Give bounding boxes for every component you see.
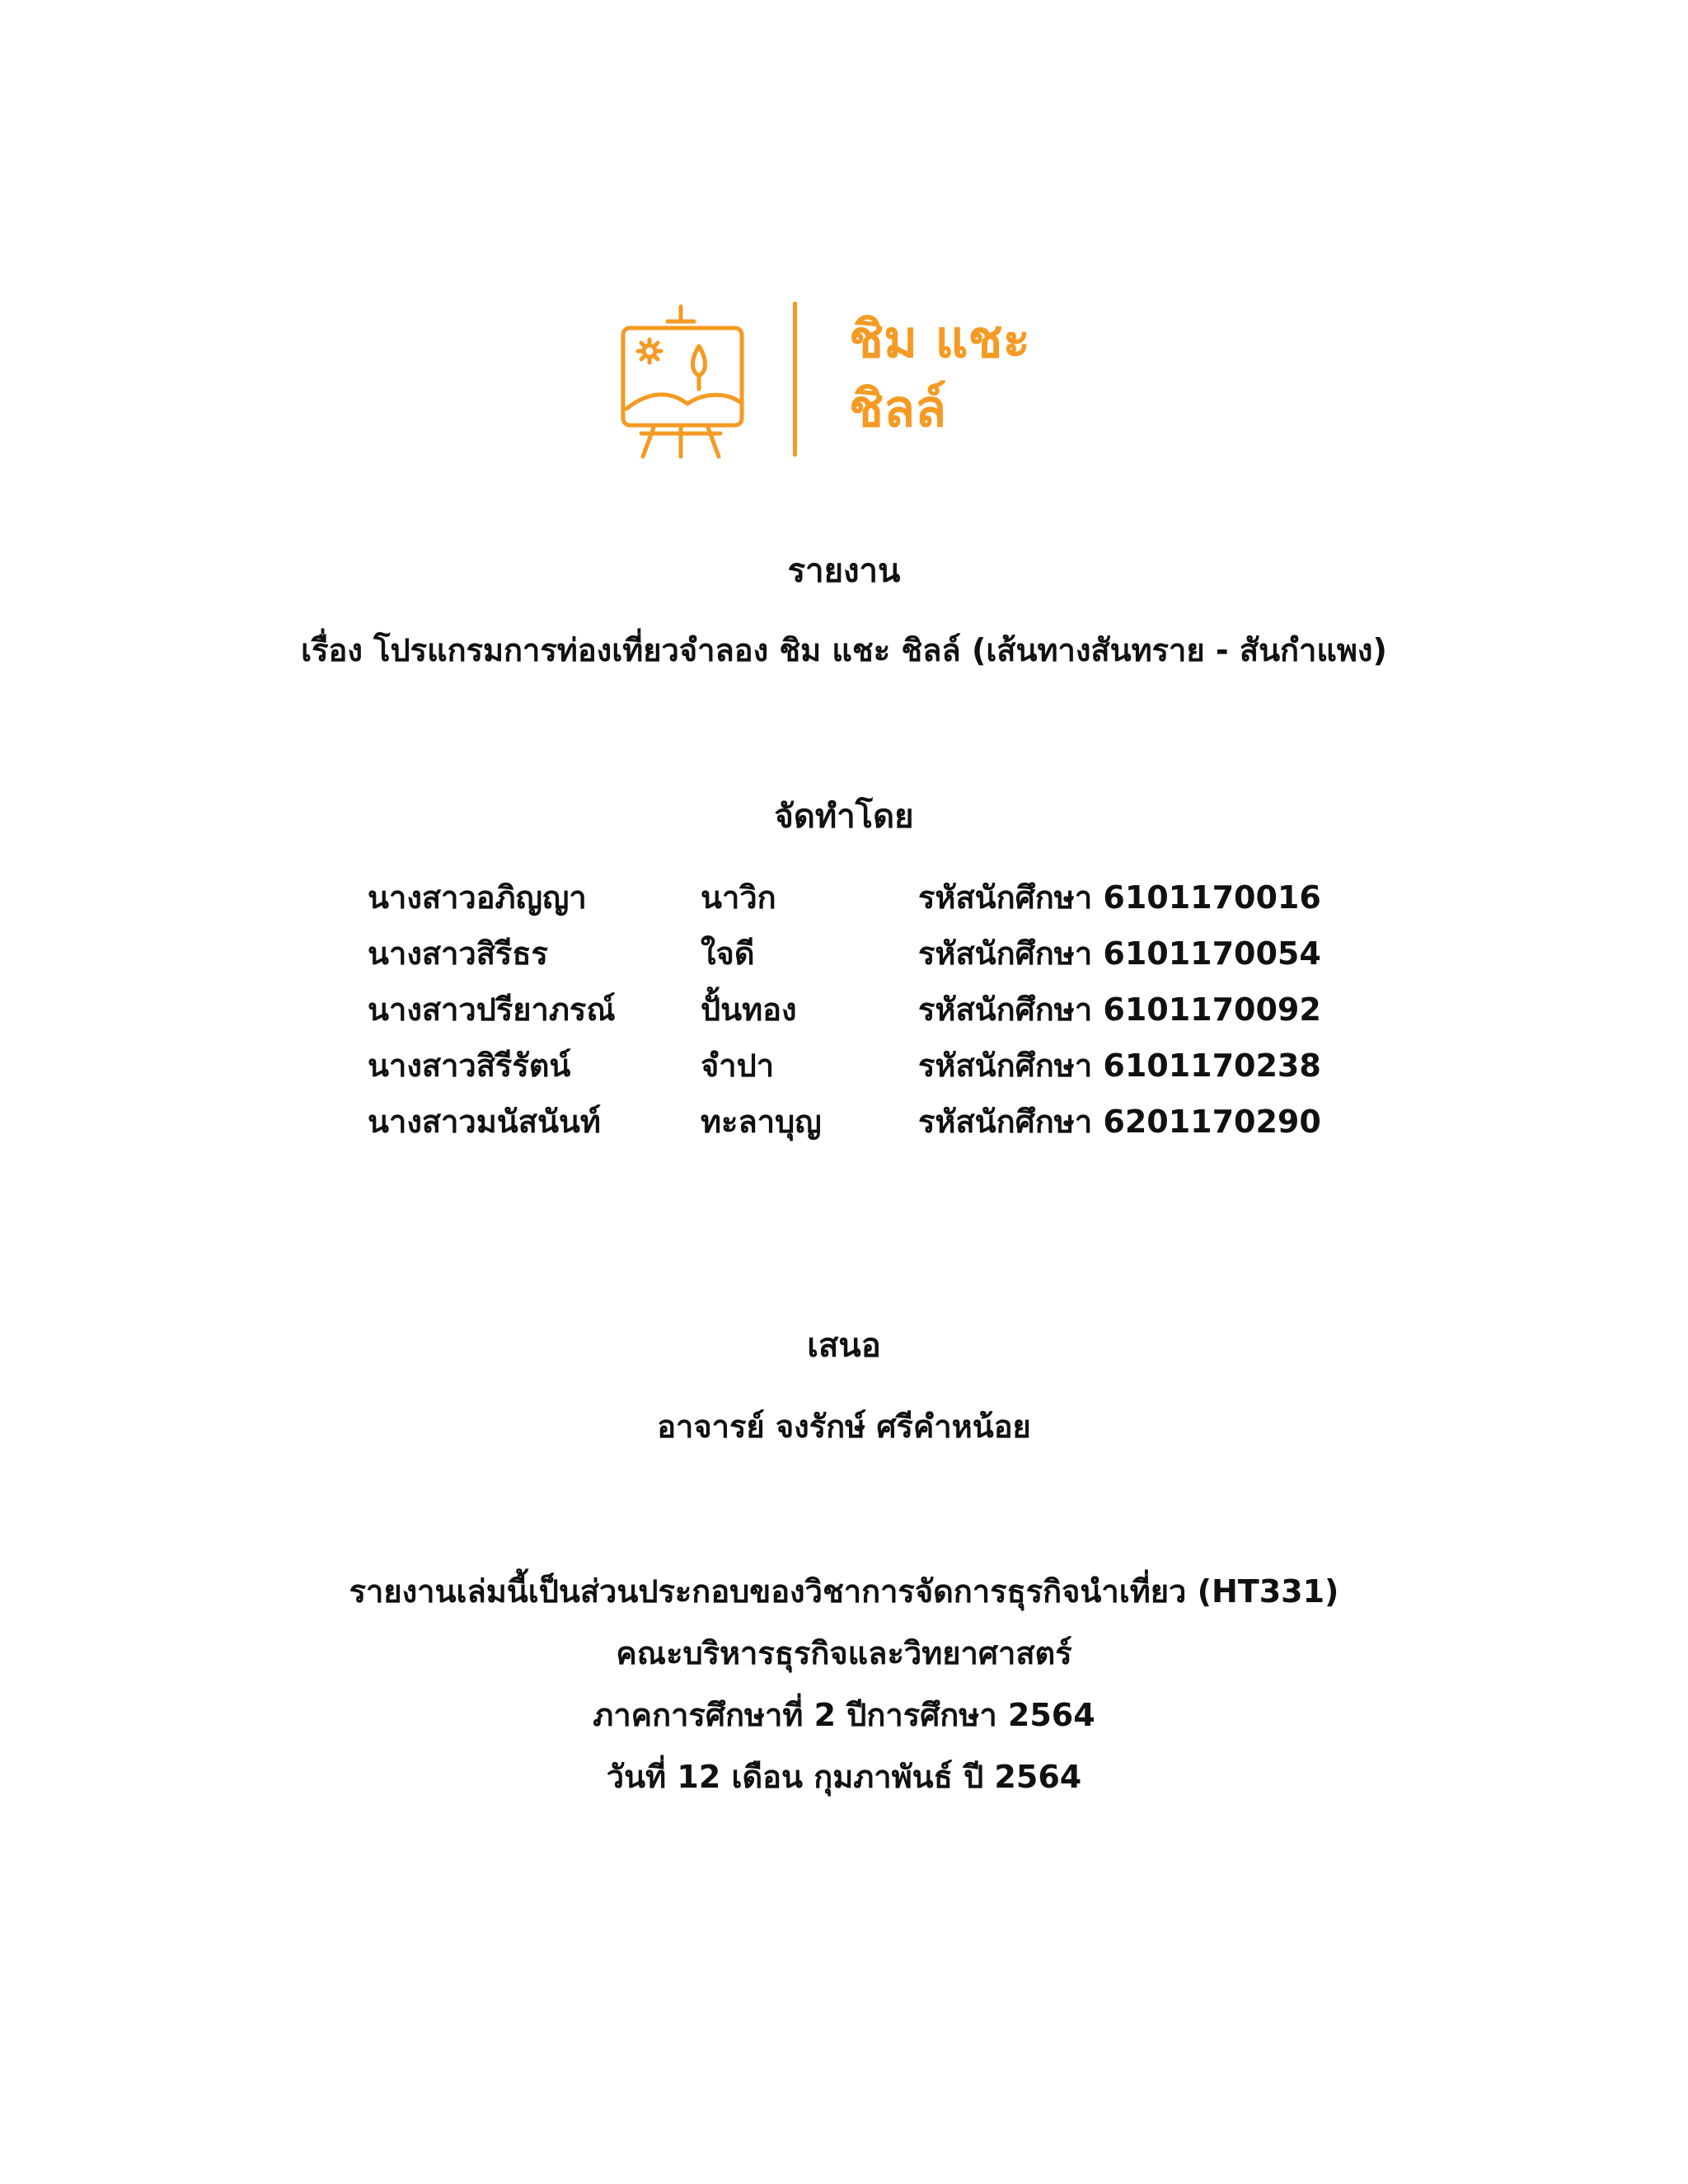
member-first-name: นางสาวสิรีรัตน์ (368, 1047, 571, 1084)
report-label: รายงาน (787, 552, 901, 590)
teacher-name: อาจารย์ จงรักษ์ ศรีคำหน้อย (657, 1408, 1031, 1445)
member-student-id: รหัสนักศึกษา 6101170238 (918, 1047, 1321, 1084)
member-row (368, 1040, 1357, 1096)
member-list (368, 872, 1357, 1152)
logo (618, 297, 1080, 462)
member-last-name: นาวิก (701, 879, 776, 916)
member-last-name: ปั้นทอง (701, 991, 797, 1028)
faculty-line: คณะบริหารธุรกิจและวิทยาศาสตร์ (616, 1635, 1072, 1671)
logo-divider (793, 302, 797, 457)
logo-wordmark (849, 305, 1030, 443)
member-row (368, 928, 1357, 984)
member-student-id: รหัสนักศึกษา 6201170290 (918, 1104, 1321, 1140)
present-label: เสนอ (807, 1327, 881, 1365)
easel-painting-icon (618, 303, 750, 460)
member-last-name: จำปา (701, 1047, 775, 1084)
member-first-name: นางสาวอภิญญา (368, 879, 587, 916)
member-last-name: ทะลาบุญ (701, 1104, 822, 1140)
member-first-name: นางสาวสิรีธร (368, 935, 548, 972)
member-row (368, 872, 1357, 928)
member-student-id: รหัสนักศึกษา 6101170092 (918, 991, 1321, 1028)
report-subject: เรื่อง โปรแกรมการท่องเที่ยวจำลอง ชิม แชะ ชิลล์ (เส้นทางสันทราย - สันกำแพง) (301, 632, 1387, 668)
member-row (368, 984, 1357, 1040)
course-line: รายงานเล่มนี้เป็นส่วนประกอบของวิชาการจัดการธุรกิจนำเที่ยว (HT331) (349, 1573, 1339, 1610)
logo-line-1: ชิม แชะ (849, 309, 1030, 369)
member-row (368, 1096, 1357, 1152)
prepared-by-label: จัดทำโดย (774, 798, 914, 836)
member-student-id: รหัสนักศึกษา 6101170016 (918, 879, 1321, 916)
member-first-name: นางสาวปรียาภรณ์ (368, 991, 616, 1028)
semester-line: ภาคการศึกษาที่ 2 ปีการศึกษา 2564 (593, 1697, 1095, 1733)
member-student-id: รหัสนักศึกษา 6101170054 (918, 935, 1321, 972)
member-last-name: ใจดี (701, 935, 755, 972)
logo-line-2: ชิลล์ (849, 378, 947, 438)
member-first-name: นางสาวมนัสนันท์ (368, 1104, 601, 1140)
date-line: วันที่ 12 เดือน กุมภาพันธ์ ปี 2564 (606, 1759, 1082, 1795)
